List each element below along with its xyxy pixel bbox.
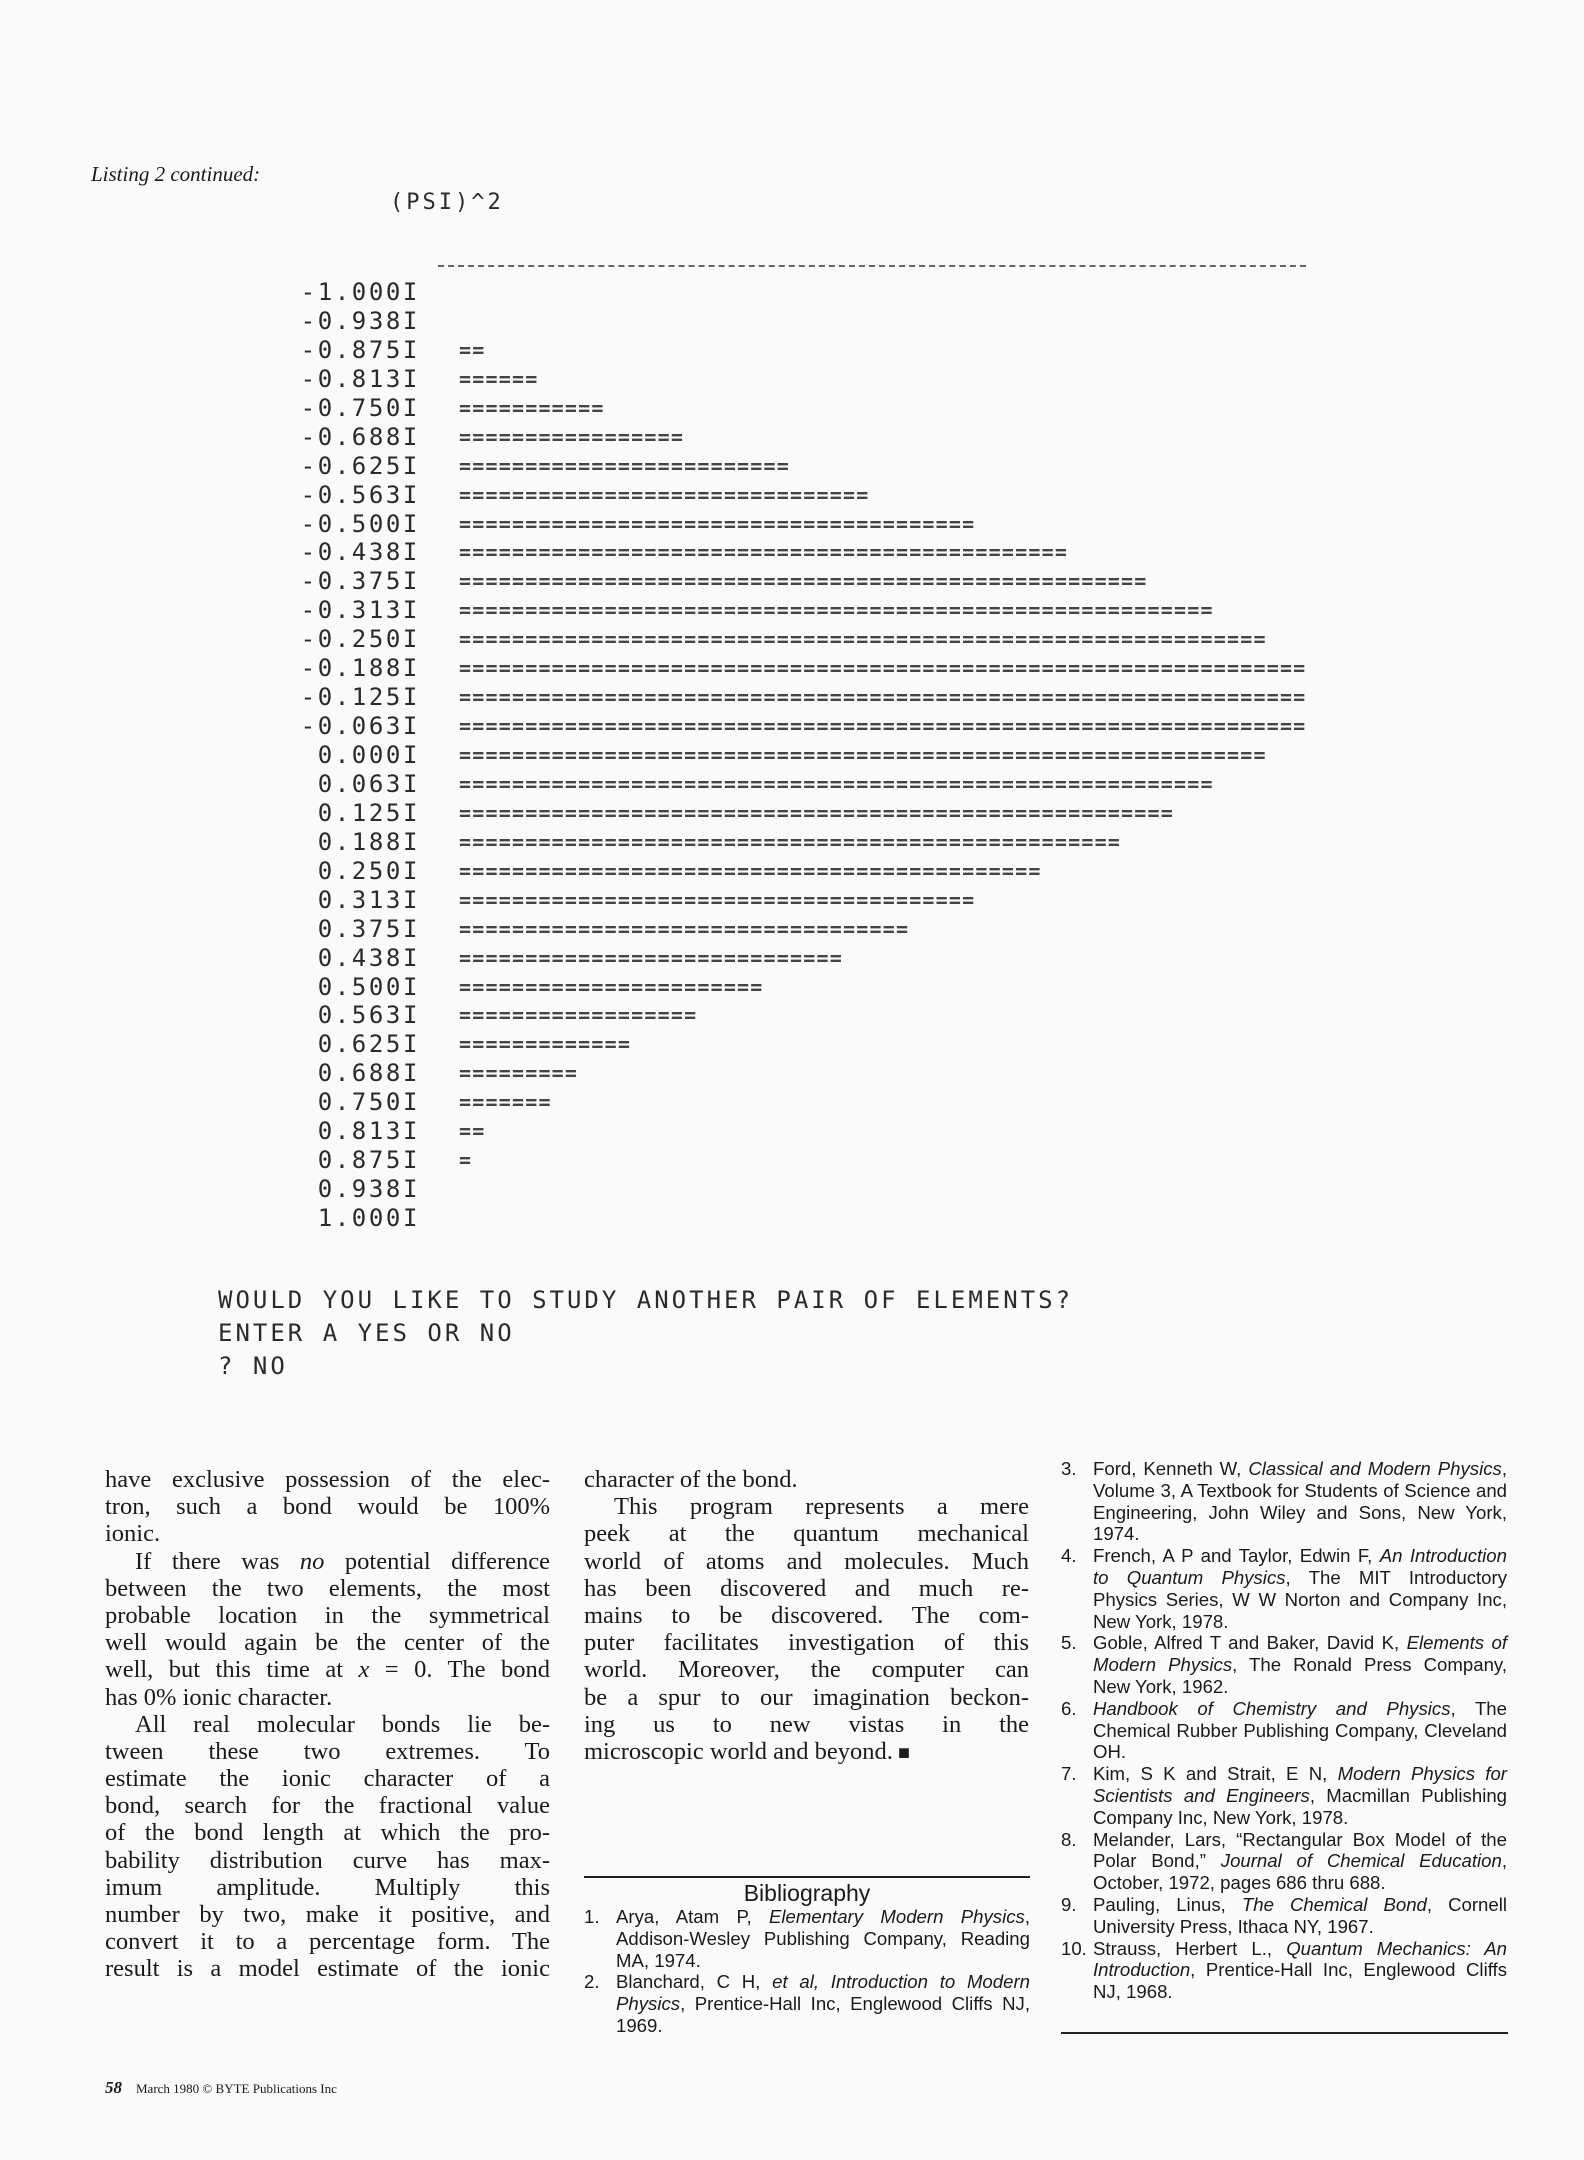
text-segment: All real molecular bonds lie be- [135,1710,550,1738]
text-segment: well, but this time at [105,1656,359,1684]
printout-row [200,683,1307,712]
probability-bar: == [459,1119,486,1144]
article-column-1 [105,1466,550,1983]
probability-bar: ============================================ [459,858,1042,883]
probability-bar: ====== [459,366,539,391]
probability-bar: = [459,1148,473,1173]
bibliography-entry [584,1971,1030,2036]
text-line [105,1493,550,1520]
row-label: 0.125I [317,798,420,827]
row-label: -0.875I [300,335,420,364]
printout-row [200,278,420,307]
entry-number: 6. [1061,1697,1077,1719]
entry-text: , Cornell University Press, Ithaca NY, 1967. [1093,1893,1507,1937]
work-title: Handbook of Chemistry and Physics [1093,1697,1451,1719]
printout-row [200,567,1148,596]
printout-row [200,827,1122,857]
entry-number: 9. [1061,1893,1077,1915]
row-label: -0.063I [300,712,420,741]
bibliography-entry [1061,1632,1507,1697]
work-title: Quantum Mechanics: An Introduction [1093,1937,1508,1981]
row-label: -0.500I [300,509,420,538]
text-segment: mains to be discovered. The com- [584,1601,1029,1629]
row-label: 0.313I [317,885,420,914]
entry-text: , October, 1972, pages 686 thru 688. [1093,1850,1507,1894]
end-of-article-mark: ■ [892,1741,910,1764]
printout-row [200,1175,420,1204]
text-line [105,1765,550,1792]
printout-row [200,364,539,394]
text-segment: be a spur to our imagination beckon- [584,1683,1029,1711]
row-label: -0.438I [300,538,420,567]
entry-number: 7. [1061,1763,1077,1785]
row-label: 1.000I [317,1204,420,1232]
text-line [584,1466,1029,1493]
prompt-line: WOULD YOU LIKE TO STUDY ANOTHER PAIR OF ELEMENTS? [218,1286,1074,1314]
page-footer [105,2078,337,2098]
printout-row [200,654,1307,683]
text-segment: potential difference [324,1547,550,1575]
bibliography-entry [584,1906,1030,1971]
bibliography-entry [1061,1545,1507,1632]
text-line [105,1684,550,1711]
printout-row [200,307,420,336]
work-title: Classical and Modern Physics [1248,1458,1502,1479]
probability-bar: ================================== [459,916,910,941]
printout-row [200,1059,579,1088]
probability-bar: ================== [459,1003,698,1028]
row-label: -0.563I [300,480,420,509]
entry-text: Ford, Kenneth W, [1093,1458,1249,1479]
page-number: 58 [105,2078,122,2097]
text-segment: well would again be the center of the [105,1629,550,1657]
work-title: Elements of Modern Physics [1093,1632,1507,1676]
printout-row [200,712,1307,741]
probability-printout [200,278,1307,1233]
text-line [105,1792,550,1819]
probability-bar: =========== [459,395,605,420]
printout-row [200,335,486,365]
work-title: et al, Introduction to Modern Physics [616,1971,1030,2015]
text-segment: ing us to new vistas in the [584,1710,1029,1738]
entry-text: Pauling, Linus, [1093,1893,1242,1915]
entry-text: , Macmillan Publishing Company Inc, New York, 1978. [1093,1784,1508,1828]
printout-row [200,798,1175,828]
row-label: -0.938I [300,306,420,335]
bibliography-end-rule [1061,2032,1508,2034]
work-title: Elementary Modern Physics [768,1906,1025,1927]
program-prompt [218,1284,1073,1383]
text-line [105,1629,550,1656]
row-label: 0.500I [317,972,420,1001]
printout-row [200,741,1267,770]
bibliography-entry [1061,1894,1507,1938]
bibliography-title: Bibliography [743,1880,871,1906]
text-segment: If there was [135,1547,300,1575]
printout-row [200,1030,632,1059]
bibliography-entry [1061,1763,1507,1828]
text-segment: has 0% ionic character. [105,1683,333,1711]
row-label: 0.375I [317,914,420,943]
text-segment: have exclusive possession of the elec- [105,1466,550,1493]
row-label: -1.000I [300,278,420,306]
printout-row [200,943,843,973]
text-segment: character of the bond. [584,1466,798,1493]
probability-bar: ========================================================= [459,598,1214,623]
text-segment: convert it to a percentage form. The [105,1928,550,1956]
text-segment: of the bond length at which the pro- [105,1819,550,1847]
probability-bar: ================= [459,424,685,449]
probability-bar: ======================================= [459,887,976,912]
text-line [584,1520,1029,1547]
printout-row [200,422,685,452]
bibliography-entry [1061,1829,1507,1894]
printout-row [200,393,605,423]
printout-row [200,596,1214,625]
text-segment: world of atoms and molecules. Much [584,1547,1029,1575]
italic-text: no [299,1547,325,1575]
text-line [584,1711,1029,1738]
printout-row [200,972,764,1002]
text-line [105,1711,550,1738]
bibliography-entry [1061,1458,1507,1545]
entry-text: Blanchard, C H, [616,1971,773,1993]
prompt-answer: ? NO [218,1352,288,1380]
probability-bar: ======= [459,1090,552,1115]
entry-text: Strauss, Herbert L., [1093,1937,1287,1959]
text-segment: between the two elements, the most [105,1574,550,1602]
text-line [105,1819,550,1846]
text-segment: microscopic world and beyond. [584,1737,893,1765]
entry-text: Melander, Lars, “Rectangular Box Model of the Polar Bond,” [1093,1828,1507,1872]
entry-text: , The MIT Introductory Physics Series, W W Norton and Company Inc, New York, 1978. [1093,1566,1507,1632]
printout-row [200,885,976,915]
row-label: 0.000I [317,741,420,769]
row-label: 0.438I [317,943,420,972]
row-label: -0.688I [300,422,420,451]
row-label: 0.688I [317,1059,420,1088]
text-line [105,1901,550,1928]
text-line [105,1575,550,1602]
entry-number: 1. [584,1906,600,1927]
article-column-2 [584,1466,1029,1767]
text-segment: has been discovered and much re- [584,1574,1029,1602]
text-segment: imum amplitude. Multiply this [105,1873,550,1901]
text-line [105,1955,550,1982]
footer-credit: March 1980 © BYTE Publications Inc [136,2081,337,2096]
probability-bar: ========= [459,1061,579,1086]
text-line [105,1548,550,1575]
text-segment: ionic. [105,1520,161,1548]
text-line [584,1602,1029,1629]
row-label: -0.750I [300,393,420,422]
bibliography-list-part-2 [1061,1458,1507,2003]
row-label: 0.813I [317,1117,420,1146]
text-line [105,1738,550,1765]
entry-text: , Prentice-Hall Inc, Englewood Cliffs NJ, 1968. [1093,1959,1507,2003]
row-label: 0.063I [317,769,420,798]
row-label: 0.750I [317,1088,420,1117]
text-line [105,1602,550,1629]
text-segment: bond, search for the fractional value [105,1792,550,1820]
entry-text: French, A P and Taylor, Edwin F, [1093,1545,1380,1567]
probability-bar: ========================= [459,453,791,478]
bibliography-entry [1061,1938,1507,2003]
printout-row [200,538,1069,567]
listing-caption: Listing 2 continued: [91,162,261,186]
work-title: An Introduction to Quantum Physics [1093,1545,1507,1588]
probability-bar: ======================================= [459,511,976,536]
probability-bar: == [459,337,486,362]
bibliography-list-part-1 [584,1906,1030,2037]
text-segment: = 0. The bond [369,1656,550,1684]
printout-row [200,625,1267,654]
printout-row [200,914,910,944]
row-label: 0.188I [317,827,420,856]
row-label: -0.188I [300,654,420,683]
text-line [584,1493,1029,1520]
printout-row [200,451,791,481]
text-line [584,1656,1029,1683]
entry-number: 8. [1061,1828,1077,1850]
work-title: Modern Physics for Scientists and Engineers [1093,1763,1507,1806]
text-line [584,1575,1029,1602]
work-title: Journal of Chemical Education [1220,1850,1502,1872]
printout-row [200,1117,486,1146]
text-segment: tron, such a bond would be 100% [105,1493,550,1521]
printout-row [200,1088,552,1117]
text-line [105,1847,550,1874]
plot-axis-line [438,265,1306,267]
text-segment: tween these two extremes. To [105,1737,550,1765]
row-label: -0.813I [300,364,420,393]
text-line [584,1548,1029,1575]
probability-bar: =============================== [459,482,870,507]
plot-title: (PSI)^2 [390,190,504,215]
row-label: -0.313I [300,596,420,625]
entry-number: 10. [1061,1937,1087,1959]
probability-bar: ============================================================= [459,743,1267,767]
prompt-line: ENTER A YES OR NO [218,1319,515,1347]
entry-number: 5. [1061,1632,1077,1654]
entry-text: , Prentice-Hall Inc, Englewood Cliffs NJ, 1969. [616,1993,1030,2036]
entry-number: 4. [1061,1545,1077,1567]
probability-bar: ============================================== [459,540,1069,565]
text-segment: peek at the quantum mechanical [584,1520,1029,1548]
printout-row [200,1146,473,1175]
row-label: -0.250I [300,625,420,654]
printout-row [200,509,976,539]
text-line [105,1656,550,1683]
bibliography-entry [1061,1698,1507,1763]
printout-row [200,856,1042,886]
work-title: The Chemical Bond [1241,1893,1427,1915]
probability-bar: ======================= [459,974,764,999]
row-label: -0.375I [300,567,420,596]
probability-bar: ================================================== [459,829,1122,854]
entry-text: Kim, S K and Strait, E N, [1093,1763,1338,1785]
probability-bar: ================================================================ [459,714,1307,739]
text-segment: estimate the ionic character of a [105,1765,550,1793]
printout-row [200,1001,698,1030]
text-line [105,1874,550,1901]
row-label: 0.625I [317,1030,420,1059]
entry-number: 2. [584,1971,600,1993]
printout-row [200,769,1214,799]
text-segment: result is a model estimate of the ionic [105,1955,550,1983]
printout-row [200,480,870,510]
probability-bar: ============================================================= [459,627,1267,652]
text-segment: This program represents a mere [614,1493,1029,1521]
entry-text: , Addison-Wesley Publishing Company, Reading MA, 1974. [616,1906,1030,1971]
text-line [584,1684,1029,1711]
entry-text: Goble, Alfred T and Baker, David K, [1093,1632,1407,1654]
text-segment: world. Moreover, the computer can [584,1656,1029,1684]
row-label: 0.250I [317,856,420,885]
probability-bar: ============= [459,1032,632,1057]
text-segment: probable location in the symmetrical [105,1601,550,1629]
entry-text: , The Ronald Press Company, New York, 1962. [1093,1654,1507,1697]
row-label: -0.625I [300,451,420,480]
text-line [584,1629,1029,1656]
row-label: 0.875I [317,1146,420,1175]
row-label: -0.125I [300,683,420,712]
text-segment: bability distribution curve has max- [105,1846,550,1874]
probability-bar: ==================================================== [459,569,1148,594]
probability-bar: ============================= [459,945,843,970]
row-label: 0.563I [317,1001,420,1030]
text-segment: number by two, make it positive, and [105,1901,550,1929]
row-label: 0.938I [317,1175,420,1204]
bibliography-rule [584,1876,1030,1878]
text-line [105,1928,550,1955]
entry-number: 3. [1061,1458,1077,1479]
probability-bar: ================================================================ [459,685,1307,710]
probability-bar: ====================================================== [459,800,1175,825]
probability-bar: ================================================================ [459,656,1307,681]
text-segment: puter facilitates investigation of this [584,1629,1029,1657]
probability-bar: ========================================================= [459,771,1214,796]
printout-row [200,1204,420,1233]
text-line [105,1520,550,1547]
entry-text: Arya, Atam P, [616,1906,769,1927]
entry-text: , Volume 3, A Textbook for Students of Science and Engineering, John Wiley and Sons, New York, 1974. [1093,1458,1507,1545]
italic-text: x [358,1656,370,1684]
text-line [105,1466,550,1493]
text-line [584,1738,1029,1767]
entry-text: , The Chemical Rubber Publishing Company, Cleveland OH. [1093,1697,1507,1763]
